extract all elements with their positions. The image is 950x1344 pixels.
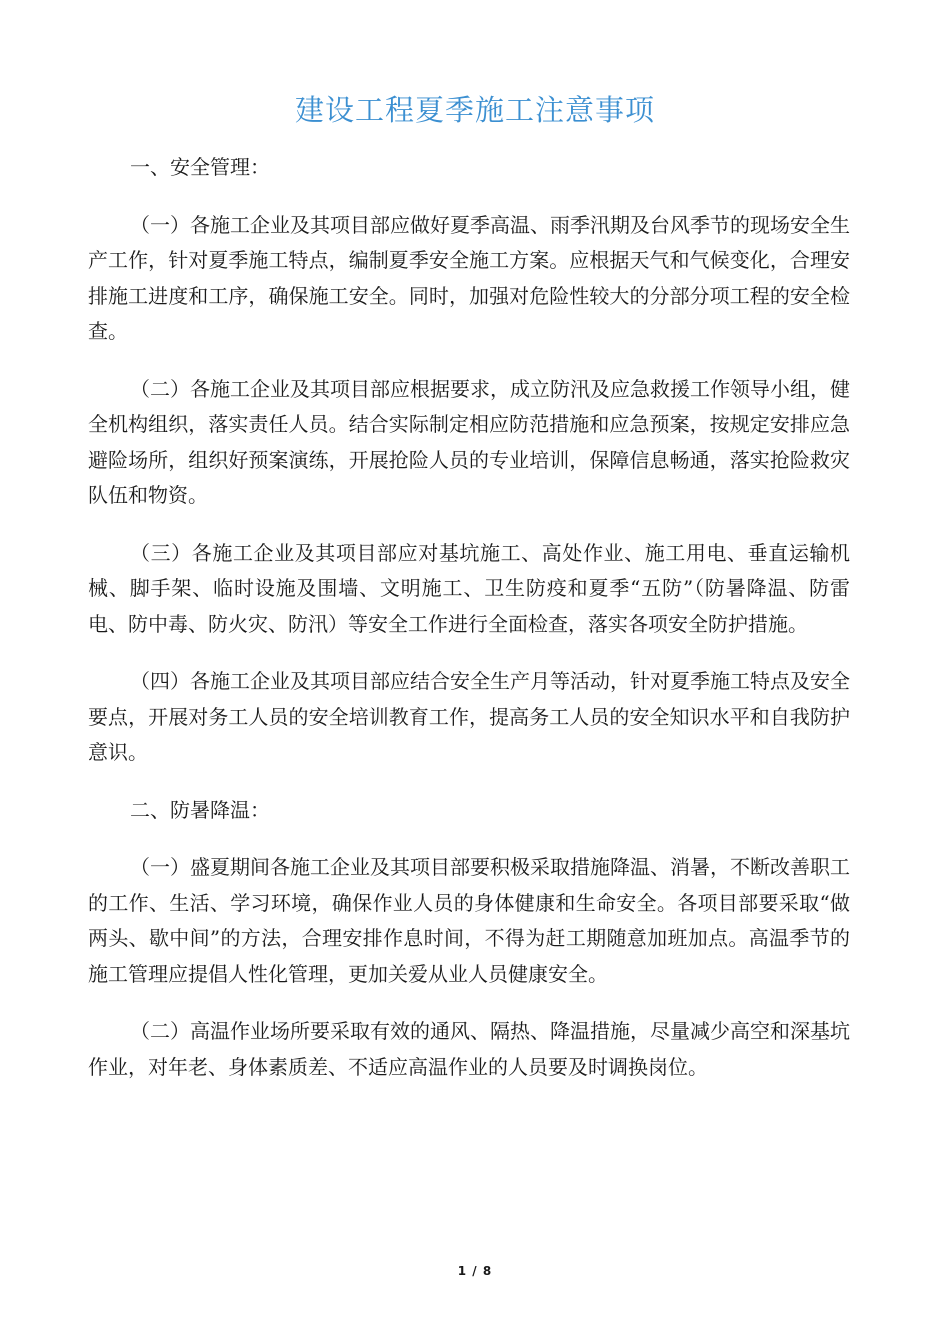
- section-heading-heat: 二、防暑降温：: [130, 797, 270, 822]
- paragraph: （三）各施工企业及其项目部应对基坑施工、高处作业、施工用电、垂直运输机械、脚手架、临时设施及围墙、文明施工、卫生防疫和夏季“五防”（防暑降温、防雷电、防中毒、防火灾、防汛）等安全工作进行全面检查，落实各项安全防护措施。: [88, 540, 850, 636]
- document-body: [88, 150, 850, 1107]
- paragraph: （二）各施工企业及其项目部应根据要求，成立防汛及应急救援工作领导小组，健全机构组织，落实责任人员。结合实际制定相应防范措施和应急预案，按规定安排应急避险场所，组织好预案演练，开展抢险人员的专业培训，保障信息畅通，落实抢险救灾队伍和物资。: [88, 376, 850, 507]
- paragraph: （四）各施工企业及其项目部应结合安全生产月等活动，针对夏季施工特点及安全要点，开展对务工人员的安全培训教育工作，提高务工人员的安全知识水平和自我防护意识。: [88, 669, 850, 764]
- paragraph: （一）盛夏期间各施工企业及其项目部要积极采取措施降温、消暑，不断改善职工的工作、生活、学习环境，确保作业人员的身体健康和生命安全。各项目部要采取“做两头、歇中间”的方法，合理安排作息时间，不得为赶工期随意加班加点。高温季节的施工管理应提倡人性化管理，更加关爱从业人员健康安全。: [88, 855, 850, 986]
- section-heading-safety: 一、安全管理：: [130, 155, 270, 179]
- page-indicator: 1 / 8: [457, 1264, 493, 1278]
- document-title: 建设工程夏季施工注意事项: [294, 93, 655, 127]
- paragraph: （一）各施工企业及其项目部应做好夏季高温、雨季汛期及台风季节的现场安全生产工作，针对夏季施工特点，编制夏季安全施工方案。应根据天气和气候变化，合理安排施工进度和工序，确保施工安全。同时，加强对危险性较大的分部分项工程的安全检查。: [88, 212, 850, 343]
- paragraph: （二）高温作业场所要采取有效的通风、隔热、降温措施，尽量减少高空和深基坑作业，对年老、身体素质差、不适应高温作业的人员要及时调换岗位。: [88, 1019, 850, 1079]
